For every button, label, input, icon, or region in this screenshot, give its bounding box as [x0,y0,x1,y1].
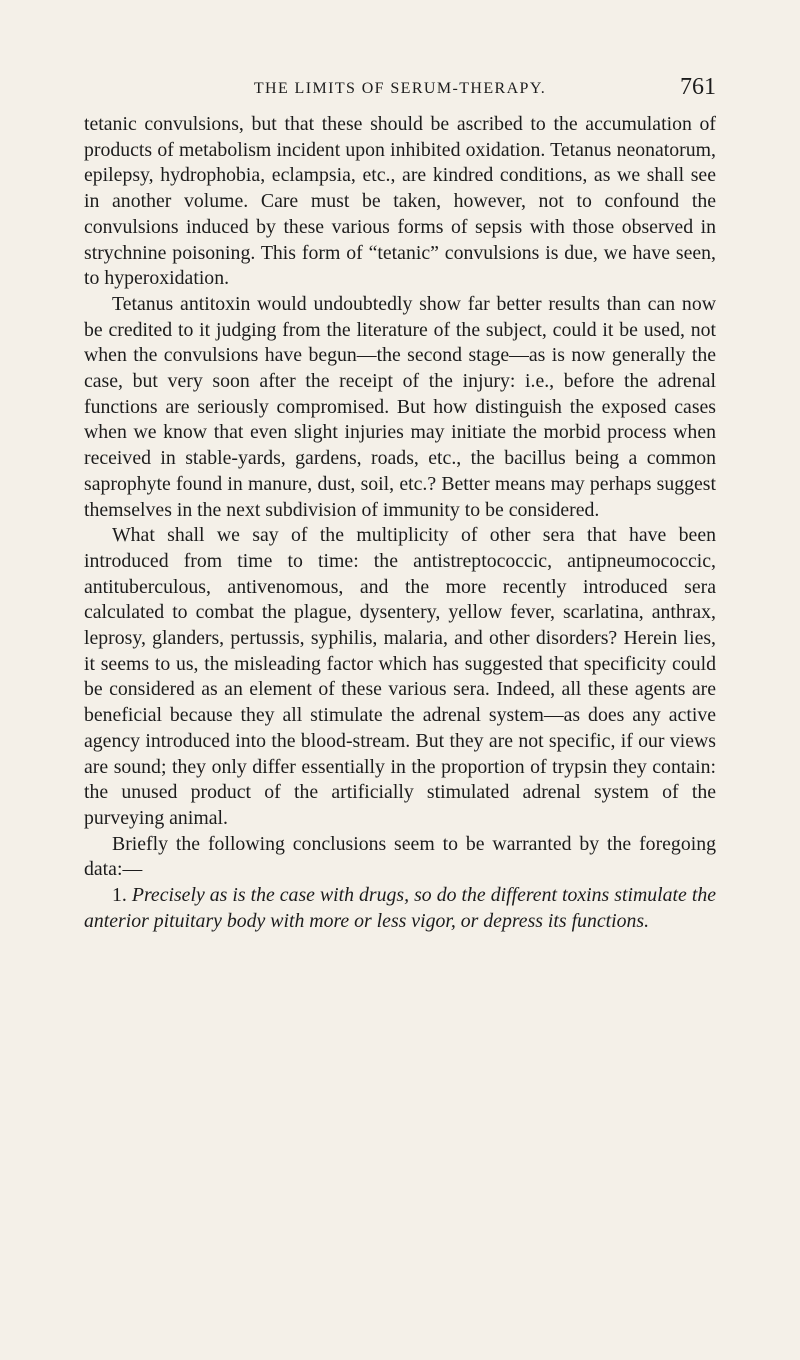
conclusion-number: 1. [112,884,127,907]
body-text [84,112,716,935]
running-head [84,74,716,112]
paragraph-continuation: tetanic convulsions, but that these should be ascribed to the accumulation of products of metabolism incident upon inhibited oxidation. Tetanus neonatorum, epilepsy, hydrophobia, eclampsia, etc., are kindred conditions, as we shall see in another volume. Care must be taken, however, not to confound the convulsions induced by these various forms of sepsis with those observed in strychnine poisoning. This form of “tetanic” convulsions is due, we have seen, to hyperoxidation. [84,113,716,290]
paragraph-conclusions-intro: Briefly the following conclusions seem to be warranted by the foregoing data:— [84,832,716,881]
conclusion-item [84,883,716,934]
paragraph-other-sera: What shall we say of the multiplicity of other sera that have been introduced from time to time: the antistreptococcic, antipneumococcic, antituberculous, antivenomous, and the more recently introduced sera calculated to combat the plague, dysentery, yellow fever, scarlatina, anthrax, leprosy, glanders, pertussis, syphilis, malaria, and other disorders? Herein lies, it seems to us, the misleading factor which has suggested that specificity could be considered as an element of these various sera. Indeed, all these agents are beneficial because they all stimulate the adrenal system—as does any active agency introduced into the blood-stream. But they are not specific, if our views are sound; they only differ essentially in the proportion of trypsin they contain: the unused product of the artificially stimulated adrenal system of the purveying animal. [84,524,716,829]
conclusion-text: Precisely as is the case with drugs, so do the different toxins stimulate the anterior pituitary body with more or less vigor, or depress its functions. [84,884,716,932]
paragraph-tetanus-antitoxin: Tetanus antitoxin would undoubtedly show far better results than can now be credited to it judging from the literature of the subject, could it be used, not when the convulsions have begun—the second stage—as is now generally the case, but very soon after the receipt of the injury: i.e., before the adrenal functions are seriously compromised. But how distinguish the exposed cases when we know that even slight injuries may initiate the morbid process when received in stable-yards, gardens, roads, etc., the bacillus being a common saprophyte found in manure, dust, soil, etc.? Better means may perhaps suggest themselves in the next subdivision of immunity to be considered. [84,292,716,521]
page-number: 761 [680,74,716,100]
running-title: THE LIMITS OF SERUM-THERAPY. [253,80,547,97]
